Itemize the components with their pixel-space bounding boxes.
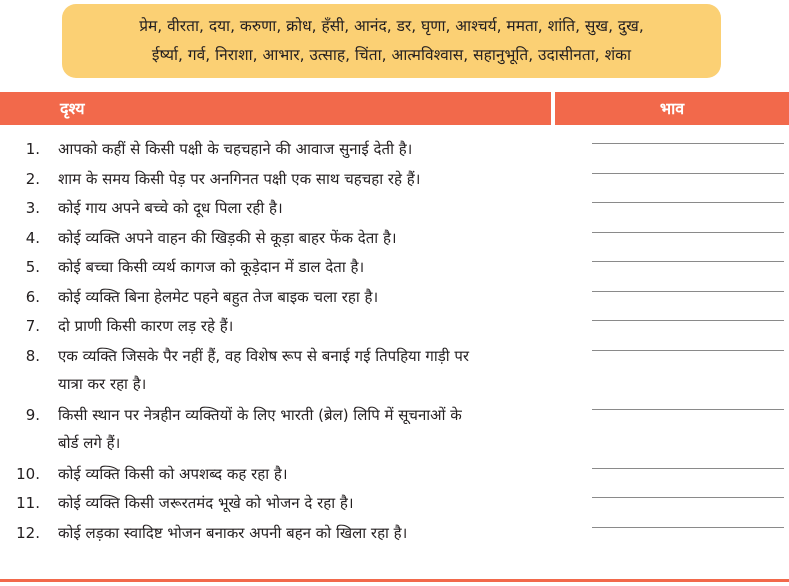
row-scene-text-line-1: एक व्यक्ति जिसके पैर नहीं हैं, वह विशेष रूप से बनाई गई तिपहिया गाड़ी पर [58, 346, 470, 365]
table-row [0, 456, 789, 486]
table-row [0, 397, 789, 456]
table-header [0, 92, 789, 125]
answer-blank[interactable] [592, 409, 784, 410]
row-scene-text: कोई व्यक्ति बिना हेलमेट पहने बहुत तेज बाइक चला रहा है। [58, 287, 379, 306]
answer-blank[interactable] [592, 143, 784, 144]
row-scene-text: कोई गाय अपने बच्चे को दूध पिला रही है। [58, 199, 283, 217]
row-number: 4. [25, 228, 40, 247]
table-row [0, 131, 789, 161]
row-number: 7. [25, 317, 40, 335]
table-row [0, 190, 789, 220]
row-number: 1. [25, 140, 40, 158]
row-scene-text-line-2: यात्रा कर रहा है। [58, 374, 147, 393]
answer-blank[interactable] [592, 350, 784, 351]
answer-blank[interactable] [592, 232, 784, 233]
row-number: 11. [16, 494, 40, 512]
answer-blank[interactable] [592, 527, 784, 528]
table-row [0, 161, 789, 191]
row-number: 12. [16, 523, 40, 542]
row-number: 8. [25, 346, 40, 365]
answer-blank[interactable] [592, 497, 784, 498]
table-row [0, 485, 789, 515]
row-scene-text-line-2: बोर्ड लगे हैं। [58, 433, 121, 452]
row-number: 10. [16, 464, 40, 483]
table-row [0, 279, 789, 309]
answer-blank[interactable] [592, 173, 784, 174]
row-scene-text-line-1: किसी स्थान पर नेत्रहीन व्यक्तियों के लिए भारती (ब्रेल) लिपि में सूचनाओं के [58, 405, 462, 424]
row-number: 9. [25, 405, 40, 424]
answer-blank[interactable] [592, 468, 784, 469]
row-scene-text [58, 401, 558, 457]
row-scene-text: आपको कहीं से किसी पक्षी के चहचहाने की आवाज सुनाई देती है। [58, 140, 413, 158]
table-row [0, 338, 789, 397]
emotion-column-header [555, 92, 789, 125]
row-scene-text: कोई व्यक्ति अपने वाहन की खिड़की से कूड़ा बाहर फेंक देता है। [58, 228, 397, 247]
row-number: 3. [25, 199, 40, 217]
row-scene-text [58, 342, 558, 398]
bottom-divider [0, 579, 789, 582]
table-row [0, 220, 789, 250]
emotion-words-line-1: प्रेम, वीरता, दया, करुणा, क्रोध, हँसी, आनंद, डर, घृणा, आश्चर्य, ममता, शांति, सुख, दुख, [139, 17, 644, 35]
emotion-word-box [62, 4, 721, 78]
row-scene-text: दो प्राणी किसी कारण लड़ रहे हैं। [58, 317, 234, 335]
answer-blank[interactable] [592, 202, 784, 203]
row-scene-text: शाम के समय किसी पेड़ पर अनगिनत पक्षी एक साथ चहचहा रहे हैं। [58, 169, 421, 188]
table-row [0, 308, 789, 338]
scene-column-header [0, 92, 551, 125]
emotion-column-label: भाव [659, 99, 685, 118]
table-row [0, 249, 789, 279]
emotion-words-line-2: ईर्ष्या, गर्व, निराशा, आभार, उत्साह, चिंता, आत्मविश्वास, सहानुभूति, उदासीनता, शंका [151, 46, 632, 64]
row-number: 2. [25, 169, 40, 188]
row-scene-text: कोई बच्चा किसी व्यर्थ कागज को कूड़ेदान में डाल देता है। [58, 258, 365, 276]
row-scene-text: कोई व्यक्ति किसी को अपशब्द कह रहा है। [58, 464, 288, 483]
row-number: 6. [25, 287, 40, 306]
row-number: 5. [25, 258, 40, 276]
answer-blank[interactable] [592, 291, 784, 292]
table-row [0, 515, 789, 545]
scene-list [0, 131, 789, 544]
answer-blank[interactable] [592, 261, 784, 262]
row-scene-text: कोई व्यक्ति किसी जरूरतमंद भूखे को भोजन दे रहा है। [58, 494, 354, 512]
row-scene-text: कोई लड़का स्वादिष्ट भोजन बनाकर अपनी बहन को खिला रहा है। [58, 523, 408, 542]
scene-column-label: दृश्य [60, 99, 85, 118]
answer-blank[interactable] [592, 320, 784, 321]
